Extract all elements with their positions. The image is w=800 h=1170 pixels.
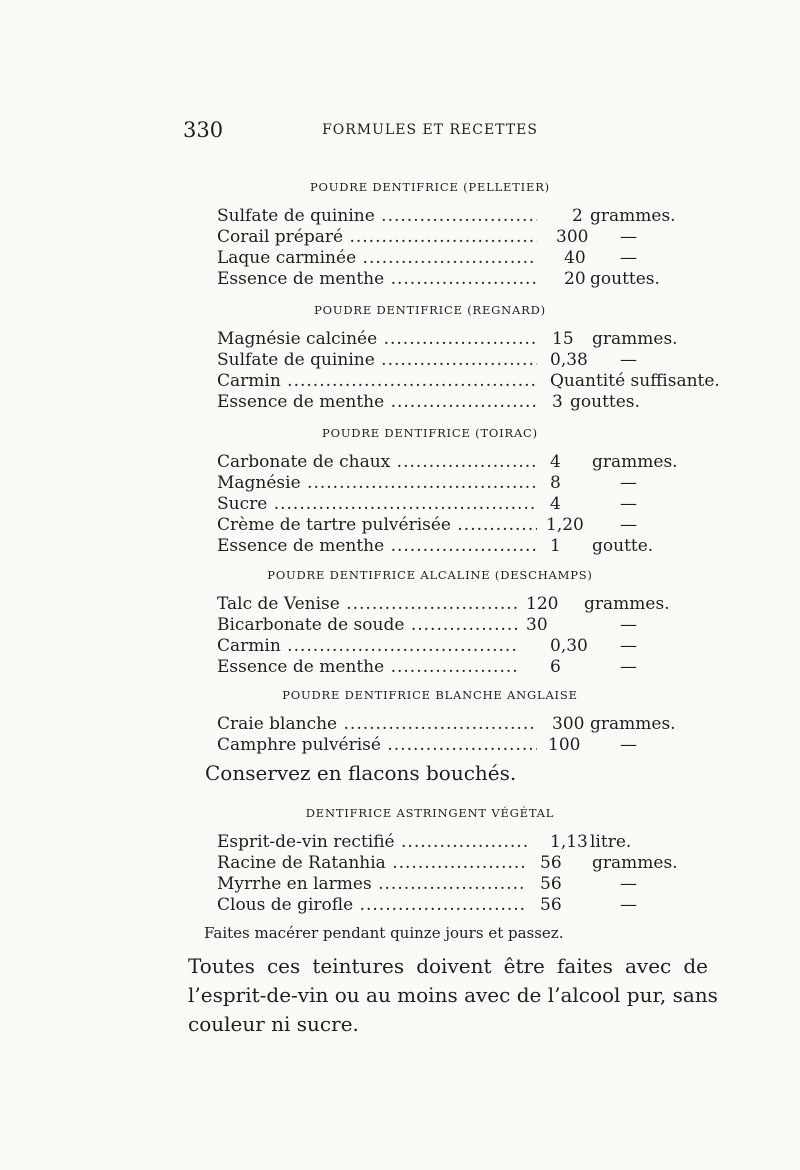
ingredient-name: Myrrhe en larmes ..... <box>217 873 527 895</box>
ingredient-qty: 30 <box>526 615 548 635</box>
ingredient-name: Magnésie calcinée ..... <box>217 328 537 350</box>
ingredient-name: Talc de Venise ..... <box>217 593 517 615</box>
ingredient-qty: 4 <box>550 494 561 514</box>
ingredient-qty: 2 <box>572 206 583 226</box>
ingredient-unit: — <box>620 615 637 635</box>
ingredient-unit: — <box>620 735 637 755</box>
ingredient-qty: 15 <box>552 329 574 349</box>
ingredient-name: Essence de menthe ..... <box>217 391 537 413</box>
ingredient-name: Essence de menthe ..... <box>217 268 537 290</box>
ingredient-unit: — <box>620 473 637 493</box>
recipe-title-deschamps: POUDRE DENTIFRICE ALCALINE (DESCHAMPS) <box>267 568 593 582</box>
ingredient-name: Sucre ..... <box>217 493 537 515</box>
note-macerate: Faites macérer pendant quinze jours et passez. <box>204 924 564 942</box>
ingredient-qty: 300 <box>556 227 589 247</box>
ingredient-name: Carmin ..... <box>217 370 537 392</box>
ingredient-unit: goutte. <box>592 536 654 556</box>
ingredient-qty: 3 <box>552 392 563 412</box>
ingredient-unit: — <box>620 874 637 894</box>
ingredient-name: Carbonate de chaux ..... <box>217 451 537 473</box>
recipe-title-toirac: POUDRE DENTIFRICE (TOIRAC) <box>322 426 538 440</box>
recipe-title-blanche-anglaise: POUDRE DENTIFRICE BLANCHE ANGLAISE <box>282 688 578 702</box>
running-title: FORMULES ET RECETTES <box>322 122 538 138</box>
ingredient-unit: — <box>620 895 637 915</box>
recipe-title-regnard: POUDRE DENTIFRICE (REGNARD) <box>314 303 546 317</box>
ingredient-name: Corail préparé ..... <box>217 226 537 248</box>
ingredient-name: Magnésie ..... <box>217 472 537 494</box>
ingredient-qty: 8 <box>550 473 561 493</box>
ingredient-unit: grammes. <box>590 714 676 734</box>
ingredient-name: Carmin ..... <box>217 635 517 657</box>
ingredient-unit: litre. <box>590 832 632 852</box>
paragraph-line: l’esprit-de-vin ou au moins avec de l’alcool pur, sans <box>188 983 718 1007</box>
ingredient-name: Essence de menthe ..... <box>217 535 537 557</box>
ingredient-unit: grammes. <box>592 452 678 472</box>
recipe-title-pelletier: POUDRE DENTIFRICE (PELLETIER) <box>310 180 550 194</box>
page-header <box>0 118 800 142</box>
ingredient-unit: grammes. <box>592 853 678 873</box>
ingredient-unit: — <box>620 350 637 370</box>
ingredient-qty: 6 <box>550 657 561 677</box>
ingredient-qty: 56 <box>540 874 562 894</box>
recipe-title-astringent: DENTIFRICE ASTRINGENT VÉGÉTAL <box>305 806 555 820</box>
ingredient-qty: Quantité suffisante. <box>550 371 720 391</box>
ingredient-qty: 120 <box>526 594 559 614</box>
ingredient-name: Racine de Ratanhia ..... <box>217 852 527 874</box>
ingredient-qty: 1,20 <box>546 515 584 535</box>
ingredient-unit: gouttes. <box>570 392 640 412</box>
paragraph-line: Toutes ces teintures doivent être faites avec de <box>188 954 708 978</box>
ingredient-unit: — <box>620 227 637 247</box>
ingredient-qty: 300 <box>552 714 585 734</box>
ingredient-qty: 56 <box>540 895 562 915</box>
ingredient-unit: — <box>620 657 637 677</box>
ingredient-qty: 4 <box>550 452 561 472</box>
ingredient-unit: — <box>620 515 637 535</box>
ingredient-qty: 20 <box>564 269 586 289</box>
note-conserve: Conservez en flacons bouchés. <box>205 761 517 785</box>
ingredient-qty: 40 <box>564 248 586 268</box>
ingredient-qty: 56 <box>540 853 562 873</box>
ingredient-name: Bicarbonate de soude ..... <box>217 614 517 636</box>
ingredient-unit: grammes. <box>590 206 676 226</box>
ingredient-name: Essence de menthe ..... <box>217 656 517 678</box>
ingredient-unit: grammes. <box>584 594 670 614</box>
ingredient-name: Camphre pulvérisé ..... <box>217 734 537 756</box>
paragraph-line: couleur ni sucre. <box>188 1012 359 1036</box>
ingredient-unit: — <box>620 248 637 268</box>
ingredient-qty: 1 <box>550 536 561 556</box>
ingredient-name: Clous de girofle ..... <box>217 894 527 916</box>
ingredient-qty: 100 <box>548 735 581 755</box>
ingredient-name: Craie blanche ..... <box>217 713 537 735</box>
ingredient-qty: 1,13 <box>550 832 588 852</box>
ingredient-qty: 0,38 <box>550 350 588 370</box>
ingredient-unit: — <box>620 636 637 656</box>
ingredient-name: Sulfate de quinine ..... <box>217 349 537 371</box>
ingredient-name: Crème de tartre pulvérisée ..... <box>217 514 537 536</box>
ingredient-unit: gouttes. <box>590 269 660 289</box>
ingredient-unit: grammes. <box>592 329 678 349</box>
closing-paragraph <box>188 952 718 1039</box>
page-number: 330 <box>183 118 224 142</box>
ingredient-name: Laque carminée ..... <box>217 247 537 269</box>
ingredient-unit: — <box>620 494 637 514</box>
ingredient-name: Esprit-de-vin rectifié ..... <box>217 831 527 853</box>
ingredient-name: Sulfate de quinine ..... <box>217 205 537 227</box>
ingredient-qty: 0,30 <box>550 636 588 656</box>
